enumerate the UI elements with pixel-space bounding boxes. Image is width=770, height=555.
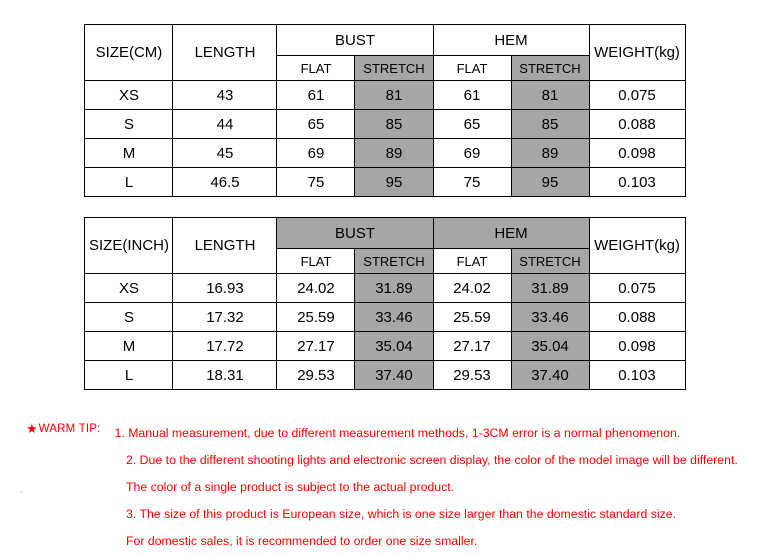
subheader-bust-stretch: STRETCH	[355, 249, 433, 274]
cell-weight: 0.075	[589, 274, 685, 303]
subheader-hem-stretch: STRETCH	[511, 56, 589, 81]
cell-hem-stretch: 81	[511, 81, 589, 110]
cell-bust-flat: 69	[277, 139, 355, 168]
cell-size: M	[85, 332, 173, 361]
cell-length: 17.72	[173, 332, 277, 361]
cell-weight: 0.098	[589, 332, 685, 361]
subheader-hem-stretch: STRETCH	[511, 249, 589, 274]
subheader-bust-flat: FLAT	[277, 56, 355, 81]
cell-hem-stretch: 33.46	[511, 303, 589, 332]
header-hem: HEM	[433, 25, 589, 56]
cell-weight: 0.075	[589, 81, 685, 110]
cell-hem-stretch: 95	[511, 168, 589, 197]
cell-bust-stretch: 89	[355, 139, 433, 168]
cell-bust-stretch: 33.46	[355, 303, 433, 332]
cell-length: 16.93	[173, 274, 277, 303]
table-row	[85, 168, 685, 197]
cell-size: XS	[85, 81, 173, 110]
table-row	[85, 332, 685, 361]
cell-bust-flat: 24.02	[277, 274, 355, 303]
size-table-cm	[84, 24, 685, 197]
cell-bust-stretch: 31.89	[355, 274, 433, 303]
table-row	[85, 361, 685, 390]
warm-tip-line-4: 3. The size of this product is European size, which is one size larger than the domestic standard size.	[126, 507, 677, 521]
cell-length: 43	[173, 81, 277, 110]
cell-bust-flat: 75	[277, 168, 355, 197]
header-length: LENGTH	[173, 25, 277, 81]
warm-tip-label: WARM TIP:	[38, 423, 101, 435]
table-row	[85, 303, 685, 332]
star-icon: ★	[26, 421, 38, 436]
cell-hem-stretch: 37.40	[511, 361, 589, 390]
cell-hem-stretch: 89	[511, 139, 589, 168]
cell-length: 17.32	[173, 303, 277, 332]
stray-mark: `	[20, 490, 23, 500]
cell-length: 46.5	[173, 168, 277, 197]
cell-hem-flat: 29.53	[433, 361, 511, 390]
cell-hem-flat: 75	[433, 168, 511, 197]
cell-weight: 0.088	[589, 303, 685, 332]
warm-tip-line-1: 1. Manual measurement, due to different measurement methods, 1-3CM error is a normal phenomenon.	[114, 426, 681, 440]
subheader-bust-stretch: STRETCH	[355, 56, 433, 81]
header-bust: BUST	[277, 218, 433, 249]
cell-size: L	[85, 361, 173, 390]
cell-hem-stretch: 85	[511, 110, 589, 139]
cell-weight: 0.103	[589, 361, 685, 390]
cell-length: 45	[173, 139, 277, 168]
cell-size: XS	[85, 274, 173, 303]
cell-hem-flat: 61	[433, 81, 511, 110]
warm-tip-header	[26, 420, 752, 447]
cell-weight: 0.098	[589, 139, 685, 168]
cell-bust-flat: 61	[277, 81, 355, 110]
cell-bust-stretch: 95	[355, 168, 433, 197]
warm-tip-line-2: 2. Due to the different shooting lights and electronic screen display, the color of the model image will be different.	[126, 453, 738, 467]
cell-bust-stretch: 85	[355, 110, 433, 139]
cell-length: 18.31	[173, 361, 277, 390]
cell-bust-stretch: 35.04	[355, 332, 433, 361]
subheader-hem-flat: FLAT	[433, 56, 511, 81]
cell-hem-flat: 25.59	[433, 303, 511, 332]
cell-bust-stretch: 37.40	[355, 361, 433, 390]
table-row	[85, 110, 685, 139]
cell-size: S	[85, 110, 173, 139]
cell-bust-flat: 65	[277, 110, 355, 139]
size-table-inch	[84, 217, 685, 390]
cell-size: L	[85, 168, 173, 197]
warm-tips-section	[18, 420, 752, 555]
cell-length: 44	[173, 110, 277, 139]
cell-hem-flat: 24.02	[433, 274, 511, 303]
header-weight: WEIGHT(kg)	[589, 218, 685, 274]
header-bust: BUST	[277, 25, 433, 56]
cell-bust-stretch: 81	[355, 81, 433, 110]
cell-hem-flat: 69	[433, 139, 511, 168]
cell-bust-flat: 29.53	[277, 361, 355, 390]
header-hem: HEM	[433, 218, 589, 249]
cell-bust-flat: 27.17	[277, 332, 355, 361]
table-row	[85, 139, 685, 168]
cell-bust-flat: 25.59	[277, 303, 355, 332]
cell-weight: 0.103	[589, 168, 685, 197]
warm-tip-line-3: The color of a single product is subject to the actual product.	[126, 480, 455, 494]
table-row	[85, 81, 685, 110]
cell-weight: 0.088	[589, 110, 685, 139]
header-length: LENGTH	[173, 218, 277, 274]
table-row	[85, 274, 685, 303]
cell-size: S	[85, 303, 173, 332]
cell-hem-stretch: 35.04	[511, 332, 589, 361]
warm-tip-line-5: For domestic sales, it is recommended to order one size smaller.	[126, 534, 478, 548]
header-size: SIZE(CM)	[85, 25, 173, 81]
subheader-bust-flat: FLAT	[277, 249, 355, 274]
table-header-row	[85, 25, 685, 56]
cell-hem-flat: 65	[433, 110, 511, 139]
cell-hem-flat: 27.17	[433, 332, 511, 361]
cell-hem-stretch: 31.89	[511, 274, 589, 303]
table-gap	[18, 197, 752, 217]
table-header-row	[85, 218, 685, 249]
cell-size: M	[85, 139, 173, 168]
header-size: SIZE(INCH)	[85, 218, 173, 274]
subheader-hem-flat: FLAT	[433, 249, 511, 274]
header-weight: WEIGHT(kg)	[589, 25, 685, 81]
